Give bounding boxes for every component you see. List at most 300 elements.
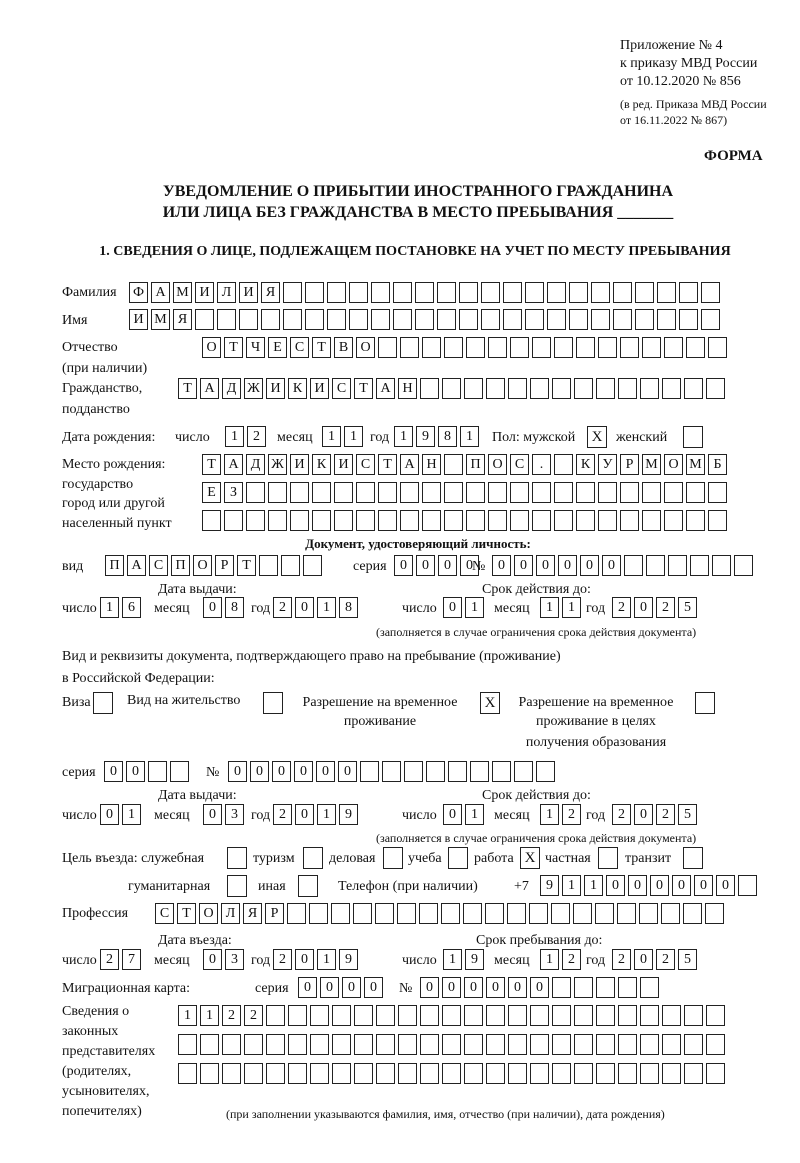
char-cell[interactable]	[222, 1063, 241, 1084]
char-cell[interactable]	[331, 903, 350, 924]
char-cell[interactable]	[664, 510, 683, 531]
char-cell[interactable]: 0	[443, 804, 462, 825]
char-cell[interactable]	[178, 1063, 197, 1084]
char-cell[interactable]	[178, 1034, 197, 1055]
char-cell[interactable]: 0	[203, 804, 222, 825]
char-cell[interactable]	[420, 378, 439, 399]
char-cell[interactable]: А	[127, 555, 146, 576]
char-cell[interactable]	[646, 555, 665, 576]
char-cell[interactable]	[508, 378, 527, 399]
char-cell[interactable]	[686, 337, 705, 358]
char-cell[interactable]: О	[664, 454, 683, 475]
char-cell[interactable]	[574, 1034, 593, 1055]
birthplace-field-1[interactable]	[202, 454, 730, 475]
char-cell[interactable]	[466, 510, 485, 531]
char-cell[interactable]	[591, 309, 610, 330]
char-cell[interactable]: 0	[514, 555, 533, 576]
char-cell[interactable]: 0	[416, 555, 435, 576]
char-cell[interactable]	[486, 1005, 505, 1026]
char-cell[interactable]	[686, 482, 705, 503]
char-cell[interactable]	[530, 1005, 549, 1026]
char-cell[interactable]: 0	[298, 977, 317, 998]
char-cell[interactable]: К	[576, 454, 595, 475]
char-cell[interactable]: 2	[100, 949, 119, 970]
char-cell[interactable]: 9	[416, 426, 435, 447]
char-cell[interactable]: 1	[540, 804, 559, 825]
char-cell[interactable]: 0	[203, 597, 222, 618]
char-cell[interactable]: 0	[443, 597, 462, 618]
char-cell[interactable]	[327, 282, 346, 303]
purpose-transit-checkbox[interactable]	[683, 847, 703, 869]
char-cell[interactable]: 0	[394, 555, 413, 576]
profession-field[interactable]	[155, 903, 727, 924]
char-cell[interactable]	[415, 309, 434, 330]
char-cell[interactable]: 0	[558, 555, 577, 576]
char-cell[interactable]	[701, 282, 720, 303]
char-cell[interactable]	[662, 1034, 681, 1055]
name-field[interactable]	[129, 309, 723, 330]
char-cell[interactable]: 2	[273, 949, 292, 970]
char-cell[interactable]	[576, 337, 595, 358]
char-cell[interactable]: Т	[237, 555, 256, 576]
char-cell[interactable]: 1	[562, 597, 581, 618]
char-cell[interactable]: 0	[295, 804, 314, 825]
char-cell[interactable]: Я	[261, 282, 280, 303]
char-cell[interactable]	[595, 903, 614, 924]
char-cell[interactable]	[354, 1034, 373, 1055]
char-cell[interactable]	[525, 309, 544, 330]
char-cell[interactable]	[684, 1005, 703, 1026]
char-cell[interactable]	[481, 282, 500, 303]
id-number-field[interactable]	[492, 555, 756, 576]
char-cell[interactable]: 1	[584, 875, 603, 896]
char-cell[interactable]: С	[510, 454, 529, 475]
char-cell[interactable]: А	[376, 378, 395, 399]
char-cell[interactable]: 9	[465, 949, 484, 970]
char-cell[interactable]: Ж	[244, 378, 263, 399]
purpose-work-checkbox[interactable]: X	[520, 847, 540, 869]
char-cell[interactable]	[246, 482, 265, 503]
id-issue-day-field[interactable]	[100, 597, 144, 618]
char-cell[interactable]: 6	[122, 597, 141, 618]
char-cell[interactable]	[376, 1063, 395, 1084]
rd-issue-day-field[interactable]	[100, 804, 144, 825]
char-cell[interactable]: Я	[173, 309, 192, 330]
char-cell[interactable]	[459, 282, 478, 303]
char-cell[interactable]	[378, 510, 397, 531]
mc-series-field[interactable]	[298, 977, 386, 998]
char-cell[interactable]: 0	[606, 875, 625, 896]
char-cell[interactable]	[400, 510, 419, 531]
reps-field-2[interactable]	[178, 1034, 728, 1055]
char-cell[interactable]	[195, 309, 214, 330]
char-cell[interactable]	[400, 337, 419, 358]
char-cell[interactable]	[310, 1005, 329, 1026]
char-cell[interactable]: 0	[460, 555, 479, 576]
char-cell[interactable]: Т	[177, 903, 196, 924]
char-cell[interactable]	[574, 1063, 593, 1084]
char-cell[interactable]	[288, 1063, 307, 1084]
char-cell[interactable]	[444, 454, 463, 475]
char-cell[interactable]	[657, 282, 676, 303]
char-cell[interactable]	[332, 1034, 351, 1055]
char-cell[interactable]: С	[155, 903, 174, 924]
char-cell[interactable]	[288, 1005, 307, 1026]
char-cell[interactable]: 0	[634, 804, 653, 825]
char-cell[interactable]: Е	[268, 337, 287, 358]
char-cell[interactable]	[684, 1063, 703, 1084]
char-cell[interactable]	[706, 1063, 725, 1084]
char-cell[interactable]	[349, 309, 368, 330]
char-cell[interactable]	[393, 309, 412, 330]
char-cell[interactable]	[419, 903, 438, 924]
char-cell[interactable]: С	[149, 555, 168, 576]
purpose-private-checkbox[interactable]	[598, 847, 618, 869]
char-cell[interactable]: 0	[295, 949, 314, 970]
char-cell[interactable]: А	[151, 282, 170, 303]
mc-number-field[interactable]	[420, 977, 662, 998]
char-cell[interactable]	[356, 510, 375, 531]
char-cell[interactable]: 0	[694, 875, 713, 896]
char-cell[interactable]	[532, 510, 551, 531]
char-cell[interactable]	[642, 510, 661, 531]
char-cell[interactable]	[662, 378, 681, 399]
char-cell[interactable]	[708, 482, 727, 503]
char-cell[interactable]	[442, 1005, 461, 1026]
char-cell[interactable]	[508, 1034, 527, 1055]
stay-month-field[interactable]	[540, 949, 584, 970]
char-cell[interactable]	[200, 1034, 219, 1055]
char-cell[interactable]: 1	[540, 949, 559, 970]
char-cell[interactable]	[259, 555, 278, 576]
char-cell[interactable]	[554, 337, 573, 358]
entry-year-field[interactable]	[273, 949, 361, 970]
char-cell[interactable]	[448, 761, 467, 782]
char-cell[interactable]	[312, 482, 331, 503]
char-cell[interactable]	[620, 510, 639, 531]
char-cell[interactable]	[290, 482, 309, 503]
char-cell[interactable]: В	[334, 337, 353, 358]
char-cell[interactable]	[459, 309, 478, 330]
char-cell[interactable]: М	[642, 454, 661, 475]
char-cell[interactable]: 2	[612, 804, 631, 825]
char-cell[interactable]	[679, 309, 698, 330]
char-cell[interactable]: 0	[634, 949, 653, 970]
char-cell[interactable]: Т	[354, 378, 373, 399]
char-cell[interactable]	[640, 1063, 659, 1084]
char-cell[interactable]	[635, 282, 654, 303]
char-cell[interactable]: Т	[378, 454, 397, 475]
char-cell[interactable]: 0	[294, 761, 313, 782]
char-cell[interactable]: 5	[678, 804, 697, 825]
char-cell[interactable]	[618, 1063, 637, 1084]
char-cell[interactable]: 0	[580, 555, 599, 576]
char-cell[interactable]: 0	[364, 977, 383, 998]
char-cell[interactable]	[420, 1005, 439, 1026]
char-cell[interactable]	[464, 378, 483, 399]
char-cell[interactable]: .	[532, 454, 551, 475]
char-cell[interactable]	[444, 482, 463, 503]
char-cell[interactable]: 5	[678, 597, 697, 618]
char-cell[interactable]	[661, 903, 680, 924]
char-cell[interactable]	[488, 510, 507, 531]
char-cell[interactable]	[514, 761, 533, 782]
char-cell[interactable]	[312, 510, 331, 531]
char-cell[interactable]	[309, 903, 328, 924]
char-cell[interactable]: И	[239, 282, 258, 303]
id-kind-field[interactable]	[105, 555, 325, 576]
char-cell[interactable]: Ж	[268, 454, 287, 475]
char-cell[interactable]	[552, 1063, 571, 1084]
char-cell[interactable]	[415, 282, 434, 303]
char-cell[interactable]: О	[488, 454, 507, 475]
char-cell[interactable]	[244, 1034, 263, 1055]
char-cell[interactable]	[642, 337, 661, 358]
char-cell[interactable]: 0	[492, 555, 511, 576]
char-cell[interactable]	[463, 903, 482, 924]
char-cell[interactable]: 0	[634, 597, 653, 618]
char-cell[interactable]	[596, 378, 615, 399]
char-cell[interactable]	[375, 903, 394, 924]
rd-valid-day-field[interactable]	[443, 804, 487, 825]
char-cell[interactable]	[488, 337, 507, 358]
surname-field[interactable]	[129, 282, 723, 303]
char-cell[interactable]: 2	[656, 949, 675, 970]
char-cell[interactable]	[371, 282, 390, 303]
char-cell[interactable]	[202, 510, 221, 531]
char-cell[interactable]	[686, 510, 705, 531]
char-cell[interactable]	[554, 454, 573, 475]
char-cell[interactable]: Т	[178, 378, 197, 399]
char-cell[interactable]	[706, 1034, 725, 1055]
char-cell[interactable]: 7	[122, 949, 141, 970]
char-cell[interactable]	[618, 1005, 637, 1026]
char-cell[interactable]: М	[151, 309, 170, 330]
char-cell[interactable]: И	[266, 378, 285, 399]
char-cell[interactable]: К	[312, 454, 331, 475]
char-cell[interactable]: 0	[250, 761, 269, 782]
char-cell[interactable]: 2	[562, 949, 581, 970]
visa-checkbox[interactable]	[93, 692, 113, 714]
id-issue-month-field[interactable]	[203, 597, 247, 618]
char-cell[interactable]: А	[400, 454, 419, 475]
char-cell[interactable]	[470, 761, 489, 782]
char-cell[interactable]: Б	[708, 454, 727, 475]
char-cell[interactable]	[552, 378, 571, 399]
rd-valid-month-field[interactable]	[540, 804, 584, 825]
id-valid-year-field[interactable]	[612, 597, 700, 618]
char-cell[interactable]: Р	[265, 903, 284, 924]
char-cell[interactable]: 2	[222, 1005, 241, 1026]
char-cell[interactable]: 1	[322, 426, 341, 447]
char-cell[interactable]	[488, 482, 507, 503]
char-cell[interactable]	[620, 482, 639, 503]
char-cell[interactable]	[200, 1063, 219, 1084]
char-cell[interactable]	[283, 282, 302, 303]
char-cell[interactable]	[422, 510, 441, 531]
char-cell[interactable]	[422, 482, 441, 503]
char-cell[interactable]	[503, 282, 522, 303]
char-cell[interactable]	[378, 337, 397, 358]
char-cell[interactable]	[398, 1034, 417, 1055]
char-cell[interactable]: 0	[628, 875, 647, 896]
char-cell[interactable]	[618, 378, 637, 399]
char-cell[interactable]: 1	[200, 1005, 219, 1026]
char-cell[interactable]	[283, 309, 302, 330]
char-cell[interactable]: 0	[438, 555, 457, 576]
char-cell[interactable]: 1	[225, 426, 244, 447]
char-cell[interactable]	[536, 761, 555, 782]
citizenship-field[interactable]	[178, 378, 728, 399]
char-cell[interactable]: А	[224, 454, 243, 475]
char-cell[interactable]: 1	[394, 426, 413, 447]
char-cell[interactable]	[287, 903, 306, 924]
char-cell[interactable]	[332, 1063, 351, 1084]
char-cell[interactable]	[640, 977, 659, 998]
char-cell[interactable]	[360, 761, 379, 782]
char-cell[interactable]	[466, 482, 485, 503]
char-cell[interactable]	[327, 309, 346, 330]
char-cell[interactable]	[246, 510, 265, 531]
char-cell[interactable]: 8	[438, 426, 457, 447]
char-cell[interactable]: 0	[126, 761, 145, 782]
char-cell[interactable]: 9	[339, 804, 358, 825]
phone-field[interactable]	[540, 875, 760, 896]
char-cell[interactable]: 0	[650, 875, 669, 896]
char-cell[interactable]: Т	[312, 337, 331, 358]
char-cell[interactable]: И	[195, 282, 214, 303]
char-cell[interactable]	[422, 337, 441, 358]
id-issue-year-field[interactable]	[273, 597, 361, 618]
char-cell[interactable]	[547, 309, 566, 330]
char-cell[interactable]	[507, 903, 526, 924]
char-cell[interactable]	[393, 282, 412, 303]
char-cell[interactable]: 0	[203, 949, 222, 970]
char-cell[interactable]: 0	[672, 875, 691, 896]
char-cell[interactable]	[613, 309, 632, 330]
char-cell[interactable]: И	[334, 454, 353, 475]
char-cell[interactable]	[397, 903, 416, 924]
char-cell[interactable]	[224, 510, 243, 531]
char-cell[interactable]	[261, 309, 280, 330]
char-cell[interactable]	[334, 510, 353, 531]
char-cell[interactable]: 3	[225, 949, 244, 970]
char-cell[interactable]	[574, 378, 593, 399]
char-cell[interactable]: 0	[716, 875, 735, 896]
char-cell[interactable]	[706, 378, 725, 399]
purpose-service-checkbox[interactable]	[227, 847, 247, 869]
char-cell[interactable]	[442, 1034, 461, 1055]
char-cell[interactable]: 2	[612, 597, 631, 618]
char-cell[interactable]	[266, 1005, 285, 1026]
char-cell[interactable]	[569, 282, 588, 303]
char-cell[interactable]: З	[224, 482, 243, 503]
char-cell[interactable]	[354, 1005, 373, 1026]
char-cell[interactable]: И	[310, 378, 329, 399]
purpose-other-checkbox[interactable]	[298, 875, 318, 897]
char-cell[interactable]	[222, 1034, 241, 1055]
char-cell[interactable]: Ч	[246, 337, 265, 358]
rd-series-field[interactable]	[104, 761, 192, 782]
char-cell[interactable]: У	[598, 454, 617, 475]
char-cell[interactable]	[618, 1034, 637, 1055]
char-cell[interactable]	[404, 761, 423, 782]
char-cell[interactable]: 2	[656, 597, 675, 618]
char-cell[interactable]	[554, 482, 573, 503]
char-cell[interactable]	[437, 309, 456, 330]
char-cell[interactable]: 0	[320, 977, 339, 998]
char-cell[interactable]	[596, 1034, 615, 1055]
char-cell[interactable]	[442, 1063, 461, 1084]
char-cell[interactable]	[598, 482, 617, 503]
char-cell[interactable]	[640, 1005, 659, 1026]
char-cell[interactable]: 1	[465, 804, 484, 825]
char-cell[interactable]: 5	[678, 949, 697, 970]
char-cell[interactable]: 0	[536, 555, 555, 576]
char-cell[interactable]: С	[332, 378, 351, 399]
char-cell[interactable]	[598, 337, 617, 358]
char-cell[interactable]	[530, 1034, 549, 1055]
char-cell[interactable]: 3	[225, 804, 244, 825]
char-cell[interactable]: И	[129, 309, 148, 330]
char-cell[interactable]	[734, 555, 753, 576]
char-cell[interactable]: 0	[228, 761, 247, 782]
id-valid-month-field[interactable]	[540, 597, 584, 618]
char-cell[interactable]: 0	[442, 977, 461, 998]
char-cell[interactable]	[508, 1005, 527, 1026]
id-series-field[interactable]	[394, 555, 482, 576]
stay-day-field[interactable]	[443, 949, 487, 970]
char-cell[interactable]: 1	[100, 597, 119, 618]
char-cell[interactable]: И	[290, 454, 309, 475]
char-cell[interactable]: 1	[540, 597, 559, 618]
char-cell[interactable]	[376, 1034, 395, 1055]
char-cell[interactable]: Д	[222, 378, 241, 399]
char-cell[interactable]	[281, 555, 300, 576]
char-cell[interactable]: 0	[602, 555, 621, 576]
char-cell[interactable]	[618, 977, 637, 998]
char-cell[interactable]	[508, 1063, 527, 1084]
char-cell[interactable]: 1	[317, 597, 336, 618]
char-cell[interactable]	[554, 510, 573, 531]
char-cell[interactable]: А	[200, 378, 219, 399]
stay-year-field[interactable]	[612, 949, 700, 970]
char-cell[interactable]: 2	[562, 804, 581, 825]
char-cell[interactable]	[398, 1005, 417, 1026]
char-cell[interactable]	[530, 1063, 549, 1084]
char-cell[interactable]: 0	[420, 977, 439, 998]
char-cell[interactable]	[620, 337, 639, 358]
char-cell[interactable]	[683, 903, 702, 924]
char-cell[interactable]	[510, 337, 529, 358]
char-cell[interactable]: Н	[398, 378, 417, 399]
char-cell[interactable]	[701, 309, 720, 330]
char-cell[interactable]	[354, 1063, 373, 1084]
char-cell[interactable]: 2	[273, 804, 292, 825]
char-cell[interactable]	[332, 1005, 351, 1026]
char-cell[interactable]: 2	[612, 949, 631, 970]
char-cell[interactable]: 1	[562, 875, 581, 896]
char-cell[interactable]	[305, 309, 324, 330]
char-cell[interactable]	[708, 337, 727, 358]
char-cell[interactable]	[290, 510, 309, 531]
char-cell[interactable]: 0	[508, 977, 527, 998]
char-cell[interactable]	[217, 309, 236, 330]
char-cell[interactable]	[529, 903, 548, 924]
temp-residence-checkbox[interactable]: X	[480, 692, 500, 714]
char-cell[interactable]	[398, 1063, 417, 1084]
char-cell[interactable]	[640, 1034, 659, 1055]
